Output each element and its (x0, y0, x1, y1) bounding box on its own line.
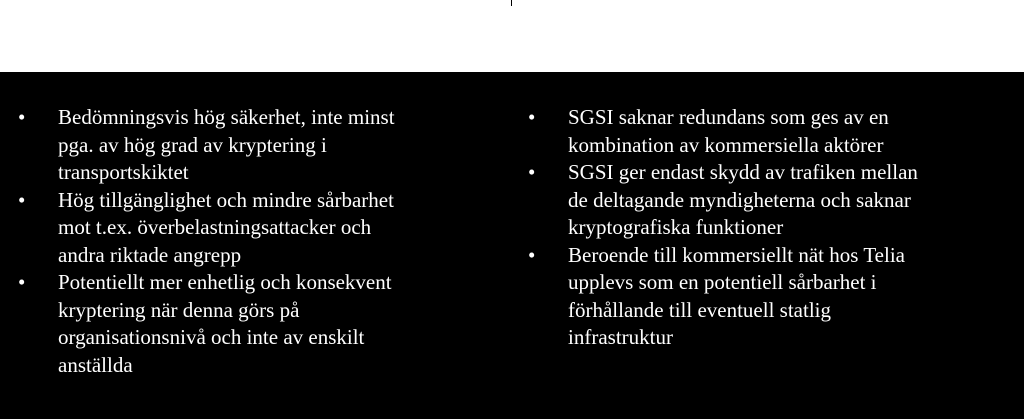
list-item-line: Beroende till kommersiellt nät hos Telia (568, 242, 905, 267)
list-item-line: infrastruktur (568, 325, 673, 349)
list-item-line: mot t.ex. överbelastningsattacker och (58, 215, 372, 239)
right-bullet-list (528, 104, 998, 352)
left-column (18, 104, 473, 379)
list-item-line: kombination av kommersiella aktörer (568, 132, 884, 157)
bullet-icon: • (528, 105, 536, 129)
list-item-line: SGSI saknar redundans som ges av en (568, 105, 889, 129)
list-item-line: SGSI ger endast skydd av trafiken mellan (568, 160, 918, 184)
list-item (528, 104, 998, 159)
bullet-icon: • (528, 242, 536, 267)
list-item-line: Hög tillgänglighet och mindre sårbarhet (58, 187, 394, 212)
header-divider (511, 0, 512, 6)
bullet-icon: • (18, 187, 26, 212)
bullet-icon: • (528, 160, 536, 184)
left-bullet-list (18, 104, 473, 379)
list-item-line: Bedömningsvis hög säkerhet, inte minst (58, 105, 395, 129)
list-item-line: andra riktade angrepp (58, 242, 242, 267)
right-column (528, 104, 998, 352)
list-item (18, 269, 473, 379)
list-item-line: organisationsnivå och inte av enskilt (58, 325, 365, 349)
header-band (0, 0, 1024, 72)
bullet-icon: • (18, 270, 26, 294)
list-item (18, 104, 473, 187)
list-item-line: upplevs som en potentiell sårbarhet i (568, 270, 877, 294)
bullet-icon: • (18, 105, 26, 129)
list-item-line: kryptografiska funktioner (568, 215, 784, 239)
list-item-line: transportskiktet (58, 160, 189, 184)
list-item-line: pga. av hög grad av kryptering i (58, 132, 327, 157)
list-item (528, 159, 998, 242)
list-item-line: de deltagande myndigheterna och saknar (568, 187, 911, 212)
list-item-line: förhållande till eventuell statlig (568, 297, 832, 322)
list-item-line: anställda (58, 352, 133, 377)
list-item (18, 187, 473, 270)
list-item-line: Potentiellt mer enhetlig och konsekvent (58, 270, 392, 294)
list-item-line: kryptering när denna görs på (58, 297, 300, 322)
list-item (528, 242, 998, 352)
